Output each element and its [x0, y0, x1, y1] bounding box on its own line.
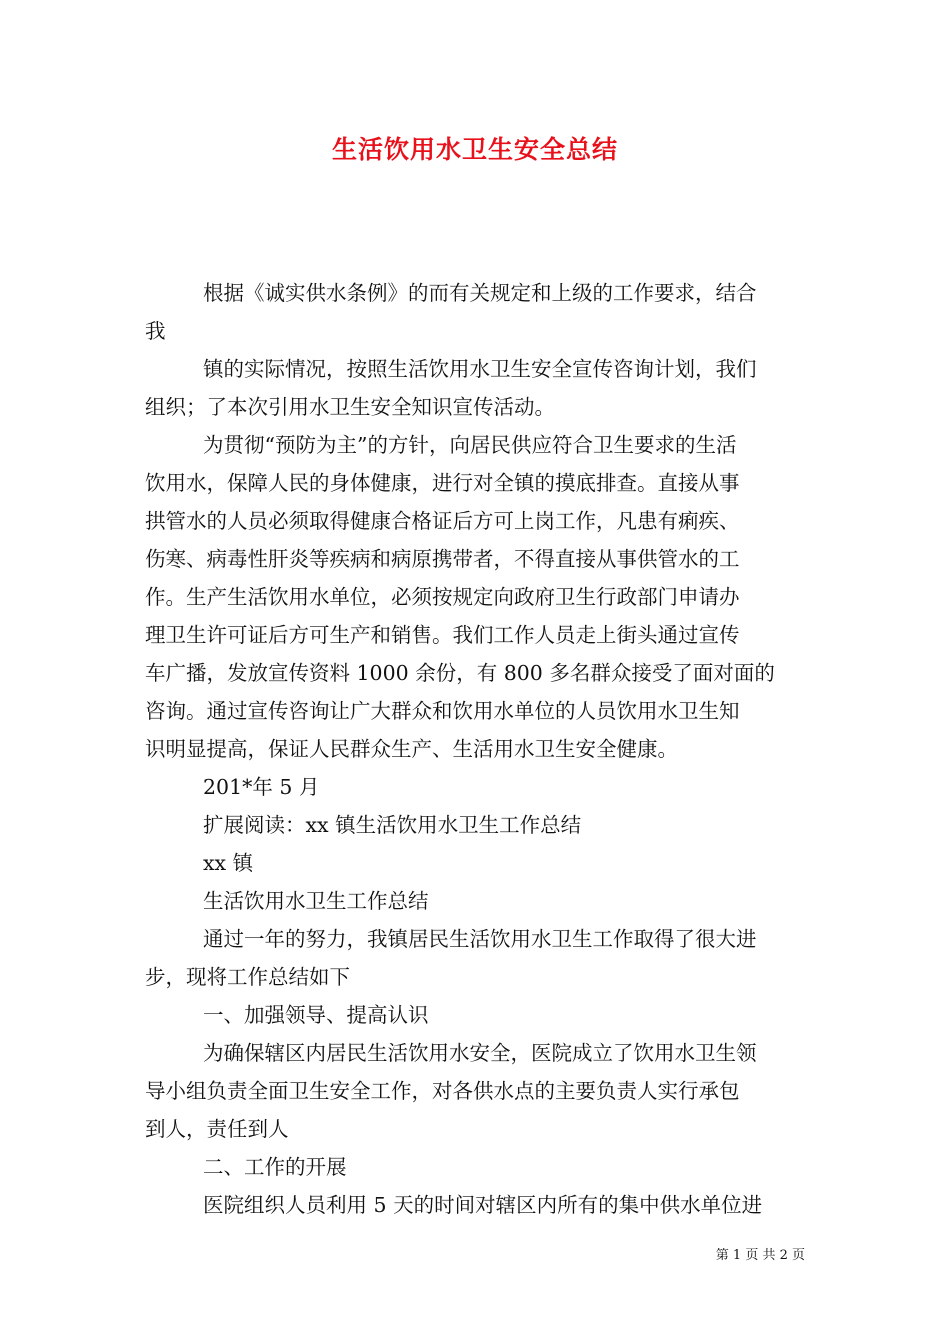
- body-line: 车广播，发放宣传资料 1000 余份，有 800 多名群众接受了面对面的: [145, 661, 775, 685]
- body-line: 组织；了本次引用水卫生安全知识宣传活动。: [145, 395, 555, 419]
- body-line: 为确保辖区内居民生活饮用水安全，医院成立了饮用水卫生领: [203, 1041, 757, 1065]
- body-line: 镇的实际情况，按照生活饮用水卫生安全宣传咨询计划，我们: [203, 357, 757, 381]
- body-line: 扩展阅读：xx 镇生活饮用水卫生工作总结: [203, 813, 582, 837]
- body-line: 二、工作的开展: [203, 1155, 347, 1179]
- body-line: 一、加强领导、提高认识: [203, 1003, 429, 1027]
- body-line: 拱管水的人员必须取得健康合格证后方可上岗工作，凡患有痢疾、: [145, 509, 740, 533]
- body-line: xx 镇: [203, 851, 254, 875]
- body-line: 理卫生许可证后方可生产和销售。我们工作人员走上街头通过宣传: [145, 623, 740, 647]
- body-line: 作。生产生活饮用水单位，必须按规定向政府卫生行政部门申请办: [145, 585, 740, 609]
- body-line: 根据《诚实供水条例》的而有关规定和上级的工作要求，结合: [203, 281, 757, 305]
- body-line: 导小组负责全面卫生安全工作，对各供水点的主要负责人实行承包: [145, 1079, 740, 1103]
- body-line: 生活饮用水卫生工作总结: [203, 889, 429, 913]
- body-line: 识明显提高，保证人民群众生产、生活用水卫生安全健康。: [145, 737, 678, 761]
- body-line: 为贯彻“预防为主”的方针，向居民供应符合卫生要求的生活: [203, 433, 737, 457]
- document-title: 生活饮用水卫生安全总结: [331, 135, 618, 164]
- body-line: 201*年 5 月: [203, 775, 320, 799]
- body-line: 到人，责任到人: [145, 1117, 289, 1141]
- body-line: 我: [145, 319, 166, 343]
- document-body: [145, 274, 807, 1224]
- body-line: 医院组织人员利用 5 天的时间对辖区内所有的集中供水单位进: [203, 1193, 763, 1217]
- page-indicator: 第 1 页 共 2 页: [715, 1248, 805, 1263]
- body-line: 伤寒、病毒性肝炎等疾病和病原携带者，不得直接从事供管水的工: [145, 547, 740, 571]
- body-line: 饮用水，保障人民的身体健康，进行对全镇的摸底排查。直接从事: [145, 471, 740, 495]
- body-line: 通过一年的努力，我镇居民生活饮用水卫生工作取得了很大进: [203, 927, 757, 951]
- body-line: 步，现将工作总结如下: [145, 965, 350, 989]
- body-line: 咨询。通过宣传咨询让广大群众和饮用水单位的人员饮用水卫生知: [145, 699, 740, 723]
